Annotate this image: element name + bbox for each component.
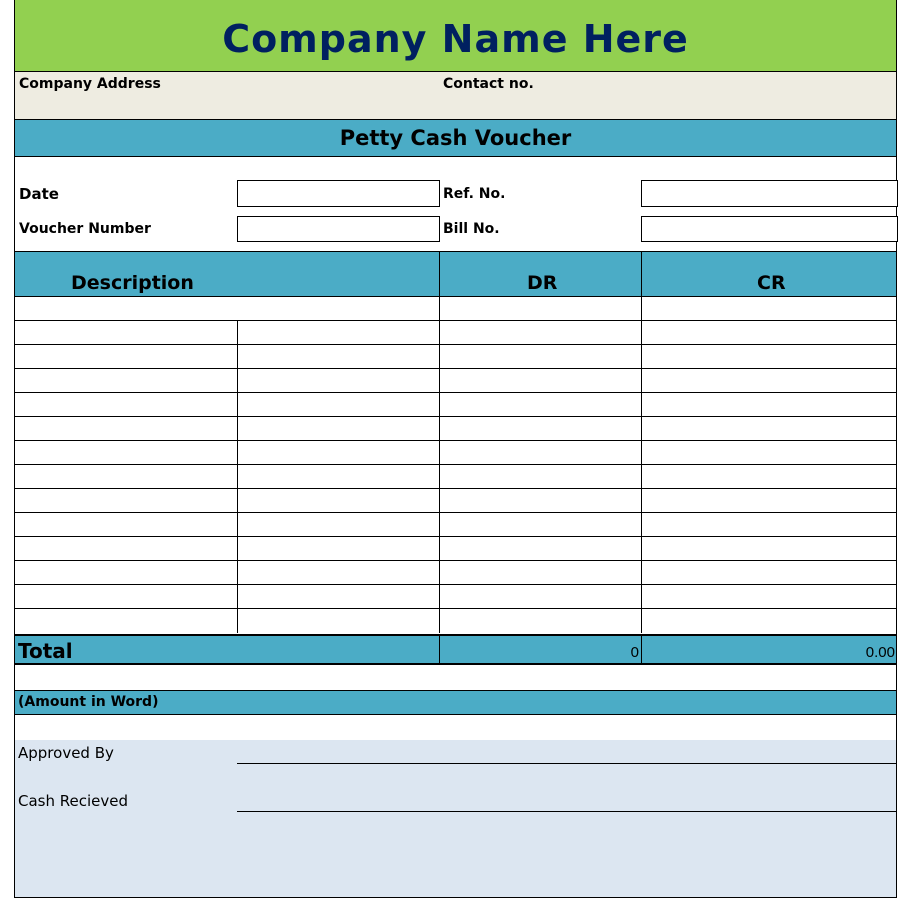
table-row (15, 465, 896, 489)
description-cell-b[interactable] (237, 369, 439, 393)
dr-cell[interactable] (439, 297, 641, 321)
dr-cell[interactable] (439, 393, 641, 417)
table-row (15, 489, 896, 513)
column-header-cr: CR (757, 272, 786, 294)
description-cell[interactable] (15, 297, 439, 321)
header-divider (439, 252, 440, 298)
cr-cell[interactable] (641, 369, 896, 393)
description-cell-a[interactable] (15, 513, 237, 537)
date-field[interactable] (237, 180, 440, 207)
table-row (15, 561, 896, 585)
description-cell-b[interactable] (237, 345, 439, 369)
cr-cell[interactable] (641, 321, 896, 345)
cr-cell[interactable] (641, 297, 896, 321)
description-cell-a[interactable] (15, 441, 237, 465)
total-cr-value[interactable]: 0.00 (865, 644, 895, 661)
ref-no-field[interactable] (641, 180, 898, 207)
company-name[interactable]: Company Name Here (222, 16, 689, 61)
description-cell-a[interactable] (15, 321, 237, 345)
total-row (15, 634, 896, 665)
table-row (15, 369, 896, 393)
description-cell-a[interactable] (15, 417, 237, 441)
description-cell-a[interactable] (15, 465, 237, 489)
approved-by-signature-line[interactable] (237, 763, 896, 764)
description-cell-b[interactable] (237, 417, 439, 441)
table-row (15, 537, 896, 561)
description-cell-a[interactable] (15, 537, 237, 561)
description-cell-b[interactable] (237, 489, 439, 513)
description-cell-a[interactable] (15, 585, 237, 609)
dr-cell[interactable] (439, 465, 641, 489)
description-cell-a[interactable] (15, 561, 237, 585)
voucher-number-field[interactable] (237, 216, 440, 242)
description-cell-b[interactable] (237, 585, 439, 609)
cash-received-label: Cash Recieved (18, 792, 129, 810)
cr-cell[interactable] (641, 609, 896, 633)
bill-no-field[interactable] (641, 216, 898, 242)
description-cell-b[interactable] (237, 537, 439, 561)
cr-cell[interactable] (641, 585, 896, 609)
amount-in-word-band (15, 690, 896, 715)
table-row (15, 609, 896, 633)
approval-section (15, 740, 896, 897)
dr-cell[interactable] (439, 609, 641, 633)
cr-cell[interactable] (641, 345, 896, 369)
company-header (15, 0, 896, 72)
table-row (15, 321, 896, 345)
table-header (15, 251, 896, 297)
dr-cell[interactable] (439, 513, 641, 537)
column-header-dr: DR (527, 272, 558, 294)
voucher-title-band (15, 120, 896, 157)
description-cell-a[interactable] (15, 369, 237, 393)
contact-number-label[interactable]: Contact no. (443, 76, 534, 92)
description-cell-b[interactable] (237, 465, 439, 489)
ref-no-label: Ref. No. (443, 186, 506, 202)
description-cell-a[interactable] (15, 489, 237, 513)
table-row (15, 441, 896, 465)
total-dr-value[interactable]: 0 (630, 644, 639, 661)
dr-cell[interactable] (439, 417, 641, 441)
description-cell-a[interactable] (15, 609, 237, 633)
cr-cell[interactable] (641, 513, 896, 537)
description-cell-b[interactable] (237, 513, 439, 537)
company-address-label[interactable]: Company Address (19, 76, 161, 92)
total-label: Total (18, 639, 73, 663)
table-row (15, 345, 896, 369)
company-info-band (15, 72, 896, 120)
description-cell-b[interactable] (237, 393, 439, 417)
cr-cell[interactable] (641, 561, 896, 585)
total-divider (641, 636, 642, 663)
dr-cell[interactable] (439, 585, 641, 609)
cr-cell[interactable] (641, 441, 896, 465)
table-row (15, 393, 896, 417)
dr-cell[interactable] (439, 441, 641, 465)
total-divider (439, 636, 440, 663)
description-cell-a[interactable] (15, 345, 237, 369)
table-row (15, 585, 896, 609)
cash-received-signature-line[interactable] (237, 811, 896, 812)
description-cell-b[interactable] (237, 441, 439, 465)
bill-no-label: Bill No. (443, 221, 500, 237)
table-row (15, 297, 896, 321)
cr-cell[interactable] (641, 417, 896, 441)
table-row (15, 513, 896, 537)
voucher-title[interactable]: Petty Cash Voucher (339, 126, 572, 150)
description-cell-a[interactable] (15, 393, 237, 417)
dr-cell[interactable] (439, 369, 641, 393)
date-label: Date (19, 185, 59, 203)
table-row (15, 417, 896, 441)
dr-cell[interactable] (439, 345, 641, 369)
cr-cell[interactable] (641, 393, 896, 417)
dr-cell[interactable] (439, 321, 641, 345)
amount-in-word-label[interactable]: (Amount in Word) (18, 694, 159, 710)
description-cell-b[interactable] (237, 321, 439, 345)
dr-cell[interactable] (439, 489, 641, 513)
approved-by-label: Approved By (18, 744, 114, 762)
dr-cell[interactable] (439, 537, 641, 561)
voucher-table-body (15, 297, 896, 634)
dr-cell[interactable] (439, 561, 641, 585)
cr-cell[interactable] (641, 465, 896, 489)
cr-cell[interactable] (641, 537, 896, 561)
description-cell-b[interactable] (237, 609, 439, 633)
cr-cell[interactable] (641, 489, 896, 513)
column-header-description: Description (71, 272, 194, 294)
voucher-number-label: Voucher Number (19, 221, 151, 237)
description-cell-b[interactable] (237, 561, 439, 585)
header-divider (641, 252, 642, 298)
petty-cash-voucher-sheet (14, 0, 897, 898)
